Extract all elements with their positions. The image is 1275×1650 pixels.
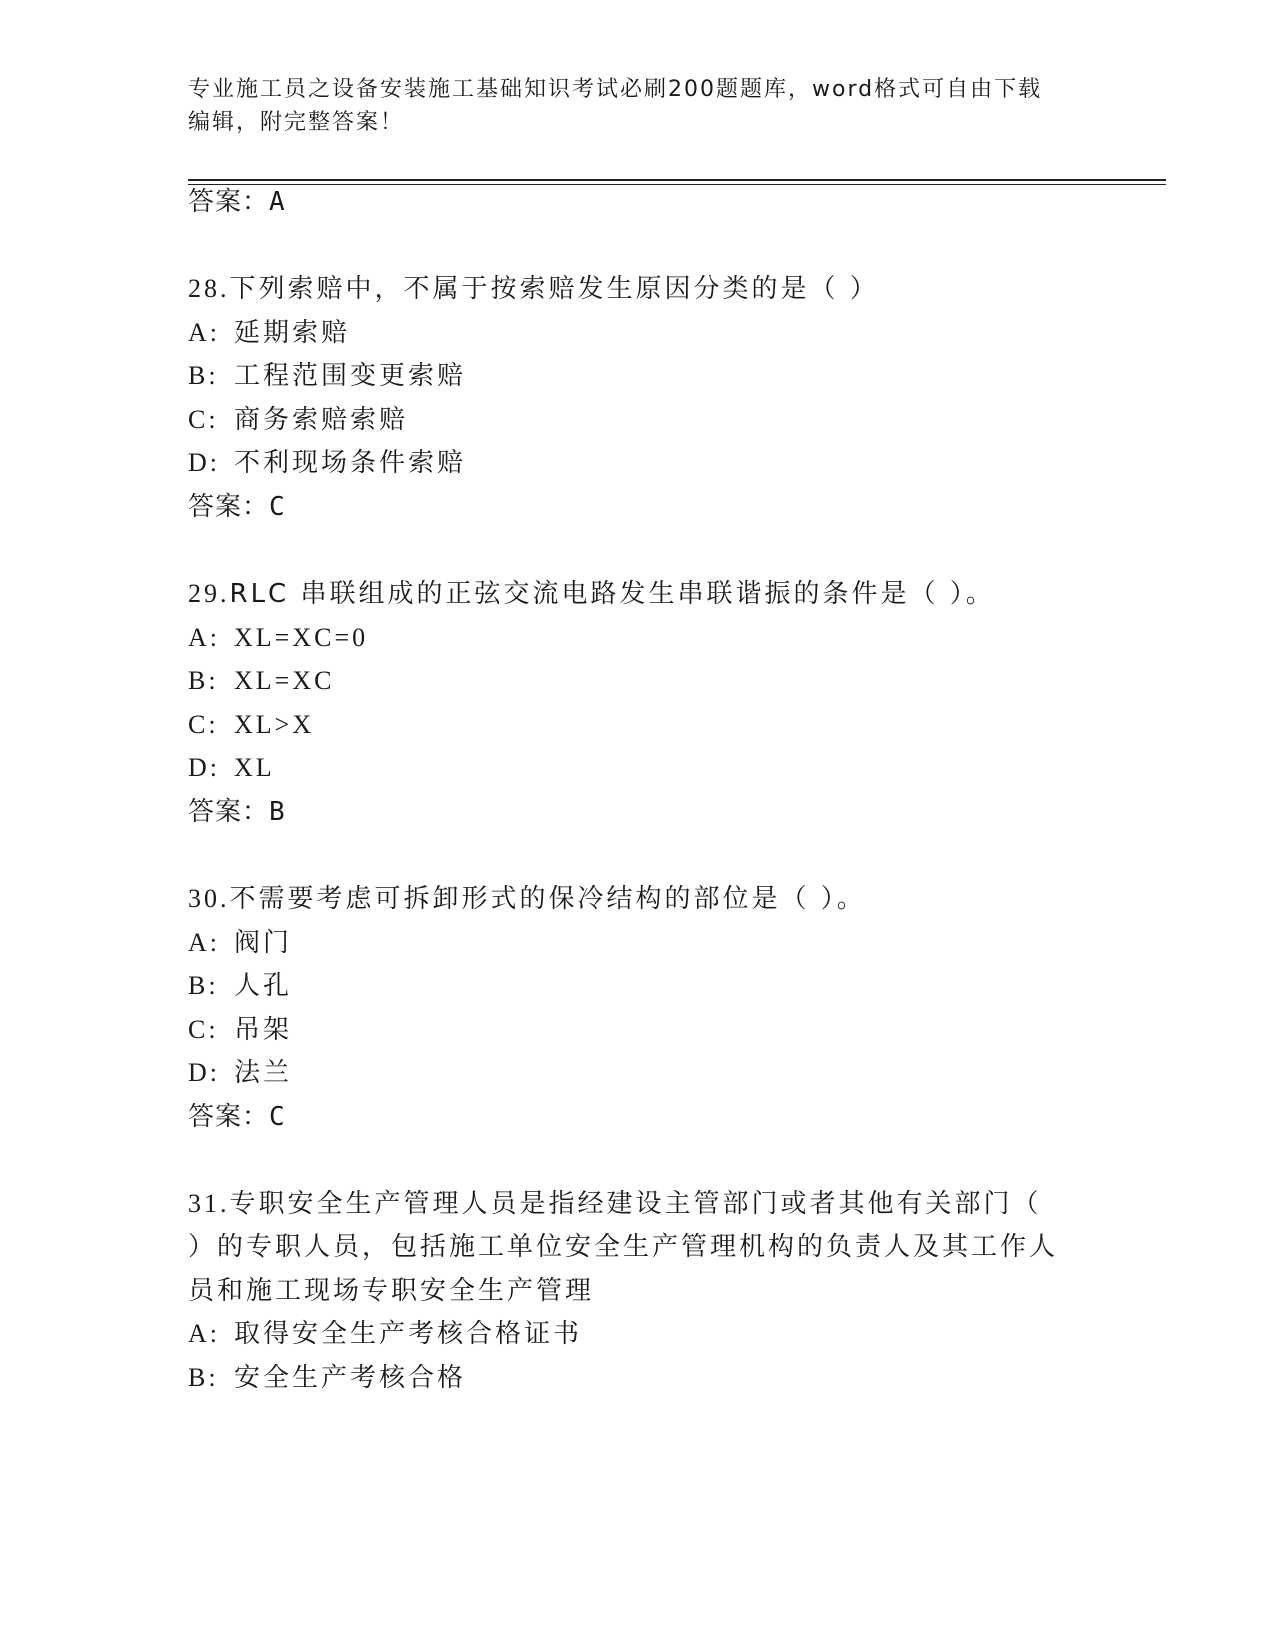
option-line: [188, 661, 334, 701]
option-text: 安全生产考核合格: [234, 1363, 467, 1393]
question-text: 不需要考虑可拆卸形式的保冷结构的部位是（ ）。: [229, 884, 866, 914]
option-line: [188, 1053, 292, 1093]
option-line: [188, 618, 368, 658]
answer-line: 答案：A: [188, 187, 286, 217]
option-key: D:: [188, 448, 220, 477]
header-divider: [188, 179, 1166, 181]
option-line: [188, 966, 292, 1006]
option-text: 工程范围变更索赔: [234, 361, 467, 391]
option-line: [188, 1010, 292, 1050]
question-number: 31.: [188, 1189, 230, 1218]
option-text: XL: [234, 753, 275, 782]
option-text: 不利现场条件索赔: [234, 448, 467, 478]
option-line: [188, 705, 314, 745]
question-number: 30.: [188, 884, 230, 913]
option-text: 取得安全生产考核合格证书: [234, 1319, 583, 1349]
option-text: 吊架: [234, 1015, 293, 1045]
option-key: D:: [188, 753, 220, 782]
option-key: B:: [188, 361, 219, 390]
option-line: [188, 443, 466, 483]
option-line: [188, 1358, 466, 1398]
option-text: XL=XC=0: [234, 623, 369, 652]
question-stem: [188, 574, 995, 614]
document-header: [188, 73, 1088, 139]
question-text-continued: 员和施工现场专职安全生产管理: [188, 1276, 595, 1306]
question-stem: [188, 1184, 1042, 1224]
question-stem: [188, 879, 866, 919]
question-number: 29.: [188, 579, 230, 608]
option-key: B:: [188, 971, 219, 1000]
option-key: C:: [188, 710, 219, 739]
option-key: A:: [188, 318, 220, 347]
option-line: [188, 748, 275, 788]
option-key: B:: [188, 1363, 219, 1392]
option-line: [188, 923, 292, 963]
option-text: 法兰: [234, 1058, 293, 1088]
option-key: A:: [188, 1319, 220, 1348]
option-text: 阀门: [234, 928, 293, 958]
question-number: 28.: [188, 274, 230, 303]
question-text: RLC 串联组成的正弦交流电路发生串联谐振的条件是（ ）。: [229, 579, 995, 609]
option-key: D:: [188, 1058, 220, 1087]
option-key: A:: [188, 928, 220, 957]
header-line-1: 专业施工员之设备安装施工基础知识考试必刷200题题库，word格式可自由下载: [188, 77, 1043, 102]
answer-line: 答案：C: [188, 1102, 286, 1132]
header-divider-thin: [188, 184, 1166, 185]
option-key: C:: [188, 1015, 219, 1044]
option-text: XL=XC: [234, 666, 335, 695]
question-stem: [188, 269, 879, 309]
option-text: 延期索赔: [234, 318, 351, 348]
option-key: C:: [188, 405, 219, 434]
question-text: 专职安全生产管理人员是指经建设主管部门或者其他有关部门（: [229, 1189, 1042, 1219]
option-text: 人孔: [234, 971, 293, 1001]
answer-line: 答案：B: [188, 797, 286, 827]
answer-line: 答案：C: [188, 492, 286, 522]
header-line-2: 编辑，附完整答案！: [188, 110, 405, 135]
option-key: A:: [188, 623, 220, 652]
option-line: [188, 400, 408, 440]
option-text: XL>X: [234, 710, 315, 739]
option-text: 商务索赔索赔: [234, 405, 409, 435]
option-key: B:: [188, 666, 219, 695]
option-line: [188, 313, 350, 353]
question-text-continued: ）的专职人员，包括施工单位安全生产管理机构的负责人及其工作人: [188, 1232, 1059, 1262]
option-line: [188, 1314, 582, 1354]
option-line: [188, 356, 466, 396]
question-text: 下列索赔中，不属于按索赔发生原因分类的是（ ）: [229, 274, 879, 304]
